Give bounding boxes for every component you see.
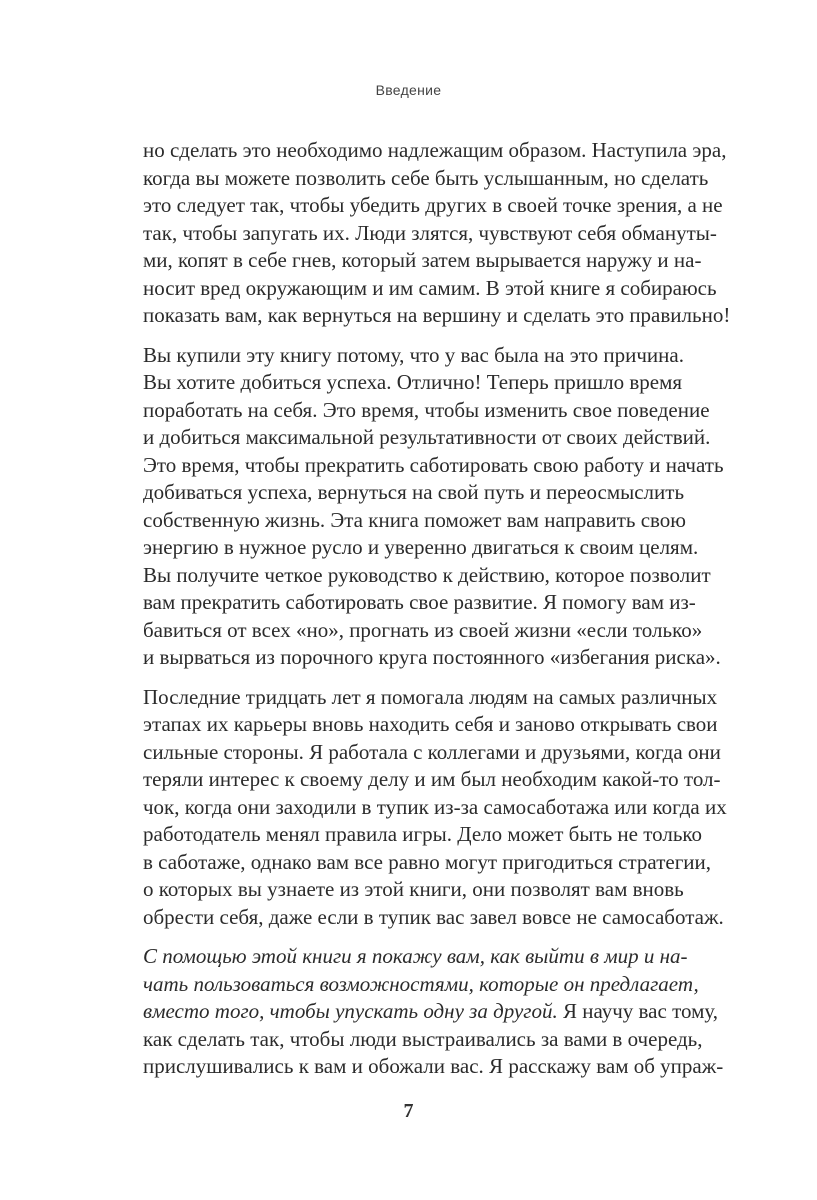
text-line: когда вы можете позволить себе быть услышанным, но сделать: [143, 165, 709, 190]
text-line: [143, 943, 688, 971]
italic-text: чать пользоваться возможностями, которые он предлагает,: [143, 971, 699, 996]
text-line: это следует так, чтобы убедить других в своей точке зрения, а не: [143, 193, 723, 217]
text-line: сильные стороны. Я работала с коллегами и друзьями, когда они: [143, 739, 721, 764]
text-line: так, чтобы запугать их. Люди злятся, чувствуют себя обмануты-: [143, 220, 717, 245]
text-line: о которых вы узнаете из этой книги, они позволят вам вновь: [143, 877, 684, 901]
text-line: Вы получите четкое руководство к действию, которое позволит: [143, 562, 711, 587]
text-line: теряли интерес к своему делу и им был необходим какой-то тол-: [143, 767, 721, 791]
italic-text: вместо того, чтобы упускать одну за другой.: [143, 999, 558, 1023]
paragraph: [143, 943, 724, 1081]
text-line: энергию в нужное русло и уверенно двигаться к своим целям.: [143, 535, 699, 559]
text-line: ми, копят в себе гнев, который затем вырывается наружу и на-: [143, 248, 702, 272]
text-line: [143, 971, 699, 999]
text-line: но сделать это необходимо надлежащим образом. Наступила эра,: [143, 138, 727, 162]
text-line: Вы хотите добиться успеха. Отлично! Теперь пришло время: [143, 370, 683, 394]
italic-text: С помощью этой книги я покажу вам, как выйти в мир и на-: [143, 944, 688, 968]
text-line: Это время, чтобы прекратить саботировать свою работу и начать: [143, 452, 724, 477]
text-line: в саботаже, однако вам все равно могут пригодиться стратегии,: [143, 849, 712, 874]
text-line: носит вред окружающим и им самим. В этой книге я собираюсь: [143, 275, 717, 300]
text-line: собственную жизнь. Эта книга поможет вам направить свою: [143, 507, 686, 532]
text-line: Последние тридцать лет я помогала людям на самых различных: [143, 684, 718, 709]
text-line: Вы купили эту книгу потому, что у вас была на это причина.: [143, 342, 684, 367]
text-line: вам прекратить саботировать свое развитие. Я помогу вам из-: [143, 590, 696, 614]
text-line: [143, 1026, 703, 1054]
text-line: и вырваться из порочного круга постоянного «избегания риска».: [143, 645, 721, 669]
page-number: 7: [403, 1100, 414, 1122]
text-line: поработать на себя. Это время, чтобы изменить свое поведение: [143, 397, 710, 422]
page-body: [143, 137, 731, 1093]
text-line: [143, 1053, 724, 1081]
paragraph: [143, 684, 727, 932]
text-line: [143, 998, 719, 1026]
text-line: и добиться максимальной результативности от своих действий.: [143, 425, 711, 449]
regular-text: прислушивались к вам и обожали вас. Я расскажу вам об упраж-: [143, 1054, 724, 1078]
text-line: этапах их карьеры вновь находить себя и заново открывать свои: [143, 712, 718, 736]
paragraph: [143, 342, 724, 672]
text-line: показать вам, как вернуться на вершину и сделать это правильно!: [143, 303, 731, 327]
text-line: обрести себя, даже если в тупик вас завел вовсе не самосаботаж.: [143, 904, 724, 929]
text-line: добиваться успеха, вернуться на свой путь и переосмыслить: [143, 480, 685, 504]
regular-text: Я научу вас тому,: [557, 999, 719, 1023]
paragraph: [143, 137, 731, 330]
running-header: Введение: [375, 82, 442, 98]
text-line: бавиться от всех «но», прогнать из своей жизни «если только»: [143, 617, 703, 642]
text-line: чок, когда они заходили в тупик из-за самосаботажа или когда их: [143, 794, 727, 819]
regular-text: как сделать так, чтобы люди выстраивались за вами в очередь,: [143, 1026, 703, 1051]
text-line: работодатель менял правила игры. Дело может быть не только: [143, 822, 703, 846]
